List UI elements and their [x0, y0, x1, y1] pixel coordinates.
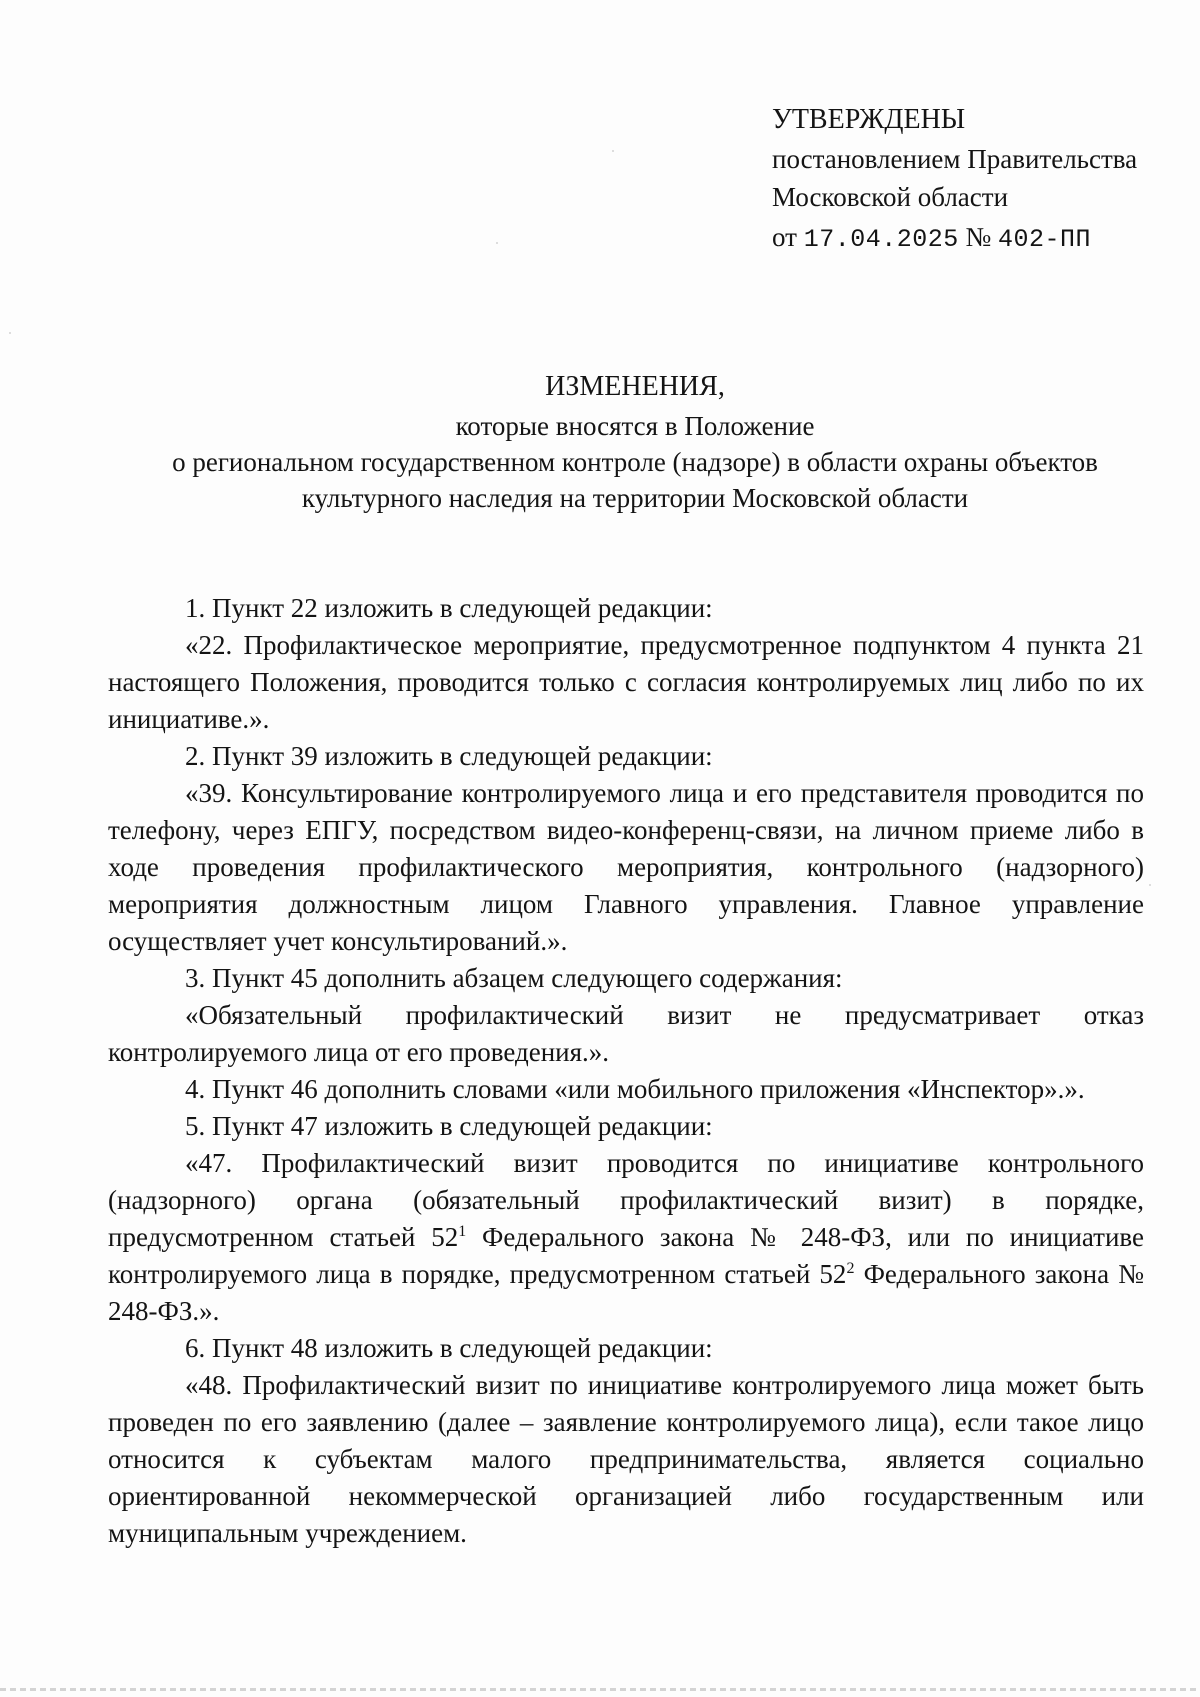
approval-number: 402-ПП [998, 225, 1092, 254]
document-heading [110, 368, 1160, 516]
heading-line1: которые вносятся в Положение [455, 411, 815, 441]
item-2: 2. Пункт 39 изложить в следующей редакции: [185, 741, 713, 771]
item-6-quote: «48. Профилактический визит по инициативе контролируемого лица может быть проведен по его заявлению (далее – заявление контролируемого лица), если такое лицо относится к субъектам малого предпринимательства, является социально ориентированной некоммерческой организацией либо государственным или муниципальным учреждением. [108, 1370, 1144, 1548]
document-body [108, 590, 1144, 1552]
superscript-1: 1 [458, 1223, 467, 1240]
item-5-quote [108, 1145, 1144, 1330]
item-5-quote-part-a: «47. Профилактический визит проводится по инициативе контрольного (надзорного) органа (обязательный профилактический визит) в порядке, предусмотренном статьей 52 [108, 1148, 1144, 1252]
heading-line2: о региональном государственном контроле (надзоре) в области охраны объектов [172, 447, 1098, 477]
item-1-quote: «22. Профилактическое мероприятие, предусмотренное подпунктом 4 пункта 21 настоящего Положения, проводится только с согласия контролируемых лиц либо по их инициативе.». [108, 630, 1144, 734]
heading-line3: культурного наследия на территории Московской области [301, 483, 969, 513]
item-5-quote-part-c: Федерального закона № 248-ФЗ.». [108, 1259, 1144, 1326]
approval-date-number [772, 218, 1172, 259]
item-5-quote-part-b: Федерального закона № 248-ФЗ, или по инициативе контролируемого лица в порядке, предусмотренном статьей 52 [108, 1222, 1144, 1289]
item-4: 4. Пункт 46 дополнить словами «или мобильного приложения «Инспектор».». [185, 1074, 1085, 1104]
approval-date: 17.04.2025 [803, 225, 959, 254]
approval-title: УТВЕРЖДЕНЫ [772, 104, 966, 135]
superscript-2: 2 [846, 1260, 855, 1277]
scan-speck [496, 242, 498, 244]
item-3-quote: «Обязательный профилактический визит не предусматривает отказ контролируемого лица от его проведения.». [108, 1000, 1144, 1067]
scan-speck [9, 332, 11, 334]
approval-issuer-line2: Московской области [772, 182, 1009, 212]
item-6: 6. Пункт 48 изложить в следующей редакции: [185, 1333, 713, 1363]
heading-title: ИЗМЕНЕНИЯ, [545, 371, 725, 402]
item-3: 3. Пункт 45 дополнить абзацем следующего содержания: [185, 963, 843, 993]
item-1: 1. Пункт 22 изложить в следующей редакции: [185, 593, 713, 623]
number-sign: № [965, 222, 992, 252]
scan-speck [1149, 884, 1151, 886]
approval-block [772, 100, 1172, 259]
scan-bottom-edge [0, 1688, 1200, 1691]
scan-speck [612, 150, 614, 152]
approval-issuer-line1: постановлением Правительства [772, 144, 1138, 174]
date-prefix: от [772, 222, 797, 252]
item-2-quote: «39. Консультирование контролируемого лица и его представителя проводится по телефону, через ЕПГУ, посредством видео-конференц-связи, на личном приеме либо в ходе проведения профилактического мероприятия, контрольного (надзорного) мероприятия должностным лицом Главного управления. Главное управление осуществляет учет консультирований.». [108, 778, 1144, 956]
item-5: 5. Пункт 47 изложить в следующей редакции: [185, 1111, 713, 1141]
